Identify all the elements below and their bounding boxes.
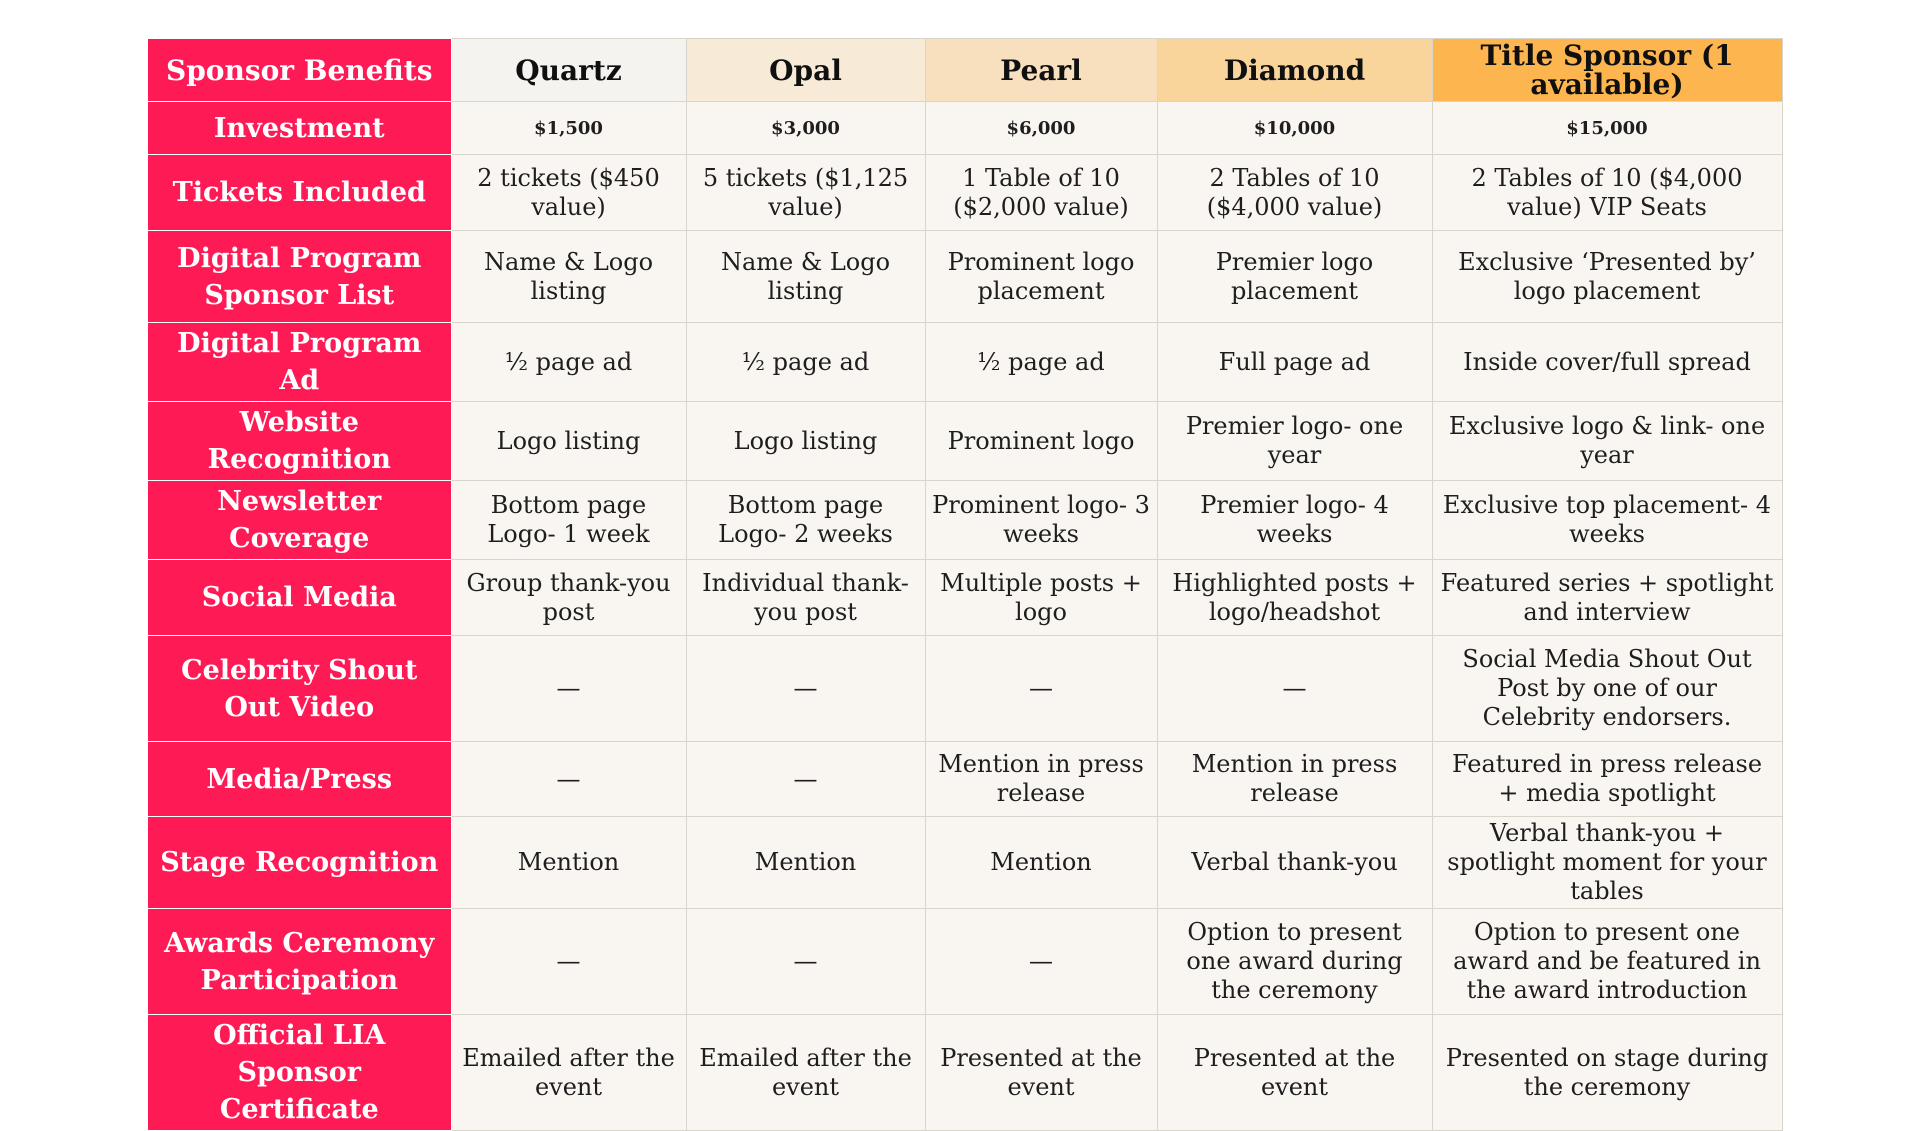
- table-cell: Multiple posts + logo: [925, 560, 1157, 636]
- row-label: Stage Recognition: [148, 817, 451, 909]
- table-cell: Option to present one award and be featured in the award introduction: [1432, 909, 1782, 1015]
- table-cell: Mention in press release: [1157, 742, 1432, 817]
- table-cell: $10,000: [1157, 102, 1432, 155]
- table-cell: —: [925, 636, 1157, 742]
- table-cell: —: [451, 636, 686, 742]
- table-cell: —: [925, 909, 1157, 1015]
- table-cell: Name & Logo listing: [686, 231, 925, 323]
- table-cell: Verbal thank-you: [1157, 817, 1432, 909]
- tier-header-opal: Opal: [686, 39, 925, 102]
- table-cell: $1,500: [451, 102, 686, 155]
- table-cell: Prominent logo: [925, 402, 1157, 481]
- table-cell: Name & Logo listing: [451, 231, 686, 323]
- table-row: [148, 155, 1782, 231]
- table-cell: $6,000: [925, 102, 1157, 155]
- table-cell: —: [451, 742, 686, 817]
- table-cell: Premier logo placement: [1157, 231, 1432, 323]
- table-cell: Bottom page Logo- 2 weeks: [686, 481, 925, 560]
- row-label: Digital Program Ad: [148, 323, 451, 402]
- table-cell: 2 Tables of 10 ($4,000 value) VIP Seats: [1432, 155, 1782, 231]
- table-cell: —: [686, 636, 925, 742]
- row-label: Awards Ceremony Participation: [148, 909, 451, 1015]
- tier-header-row: [148, 39, 1782, 102]
- table-cell: Option to present one award during the ceremony: [1157, 909, 1432, 1015]
- row-label: Website Recognition: [148, 402, 451, 481]
- table-cell: Premier logo- 4 weeks: [1157, 481, 1432, 560]
- table-cell: ½ page ad: [451, 323, 686, 402]
- table-cell: Presented on stage during the ceremony: [1432, 1015, 1782, 1131]
- table-row: [148, 909, 1782, 1015]
- table-cell: Full page ad: [1157, 323, 1432, 402]
- table-row: [148, 323, 1782, 402]
- table-cell: Prominent logo- 3 weeks: [925, 481, 1157, 560]
- tier-header-quartz: Quartz: [451, 39, 686, 102]
- table-cell: 1 Table of 10 ($2,000 value): [925, 155, 1157, 231]
- table-cell: ½ page ad: [686, 323, 925, 402]
- table-cell: Mention: [925, 817, 1157, 909]
- table-row: [148, 636, 1782, 742]
- table-cell: Premier logo- one year: [1157, 402, 1432, 481]
- table-cell: Exclusive top placement- 4 weeks: [1432, 481, 1782, 560]
- table-cell: Emailed after the event: [686, 1015, 925, 1131]
- table-row: [148, 742, 1782, 817]
- row-label: Media/Press: [148, 742, 451, 817]
- table-cell: Exclusive ‘Presented by’ logo placement: [1432, 231, 1782, 323]
- table-cell: Featured in press release + media spotlight: [1432, 742, 1782, 817]
- corner-header: Sponsor Benefits: [148, 39, 451, 102]
- table-row: [148, 560, 1782, 636]
- table-cell: $15,000: [1432, 102, 1782, 155]
- row-label: Digital Program Sponsor List: [148, 231, 451, 323]
- table-row: [148, 102, 1782, 155]
- table-row: [148, 231, 1782, 323]
- row-label: Investment: [148, 102, 451, 155]
- row-label: Official LIA Sponsor Certificate: [148, 1015, 451, 1131]
- table-cell: Presented at the event: [1157, 1015, 1432, 1131]
- table-cell: Exclusive logo & link- one year: [1432, 402, 1782, 481]
- table-cell: Logo listing: [451, 402, 686, 481]
- tier-header-diamond: Diamond: [1157, 39, 1432, 102]
- table-cell: Presented at the event: [925, 1015, 1157, 1131]
- table-row: [148, 402, 1782, 481]
- table-cell: Bottom page Logo- 1 week: [451, 481, 686, 560]
- table-cell: $3,000: [686, 102, 925, 155]
- table-cell: Verbal thank-you + spotlight moment for your tables: [1432, 817, 1782, 909]
- sponsor-benefits-table: [148, 38, 1783, 1131]
- row-label: Tickets Included: [148, 155, 451, 231]
- table-cell: Highlighted posts + logo/headshot: [1157, 560, 1432, 636]
- table-cell: 2 tickets ($450 value): [451, 155, 686, 231]
- table-row: [148, 1015, 1782, 1131]
- table-cell: —: [451, 909, 686, 1015]
- table-cell: Inside cover/full spread: [1432, 323, 1782, 402]
- table-cell: —: [1157, 636, 1432, 742]
- row-label: Celebrity Shout Out Video: [148, 636, 451, 742]
- table-cell: —: [686, 909, 925, 1015]
- table-cell: Emailed after the event: [451, 1015, 686, 1131]
- table-cell: 2 Tables of 10 ($4,000 value): [1157, 155, 1432, 231]
- table-cell: Mention in press release: [925, 742, 1157, 817]
- row-label: Social Media: [148, 560, 451, 636]
- table-cell: Social Media Shout Out Post by one of our Celebrity endorsers.: [1432, 636, 1782, 742]
- table-cell: Mention: [451, 817, 686, 909]
- tier-header-title-sponsor: Title Sponsor (1 available): [1432, 39, 1782, 102]
- table-cell: Featured series + spotlight and interview: [1432, 560, 1782, 636]
- table-row: [148, 817, 1782, 909]
- table-cell: 5 tickets ($1,125 value): [686, 155, 925, 231]
- table-cell: Group thank-you post: [451, 560, 686, 636]
- table-row: [148, 481, 1782, 560]
- row-label: Newsletter Coverage: [148, 481, 451, 560]
- table-cell: Logo listing: [686, 402, 925, 481]
- table-cell: Individual thank-you post: [686, 560, 925, 636]
- table-cell: Mention: [686, 817, 925, 909]
- table-cell: ½ page ad: [925, 323, 1157, 402]
- tier-header-pearl: Pearl: [925, 39, 1157, 102]
- table-cell: —: [686, 742, 925, 817]
- table-cell: Prominent logo placement: [925, 231, 1157, 323]
